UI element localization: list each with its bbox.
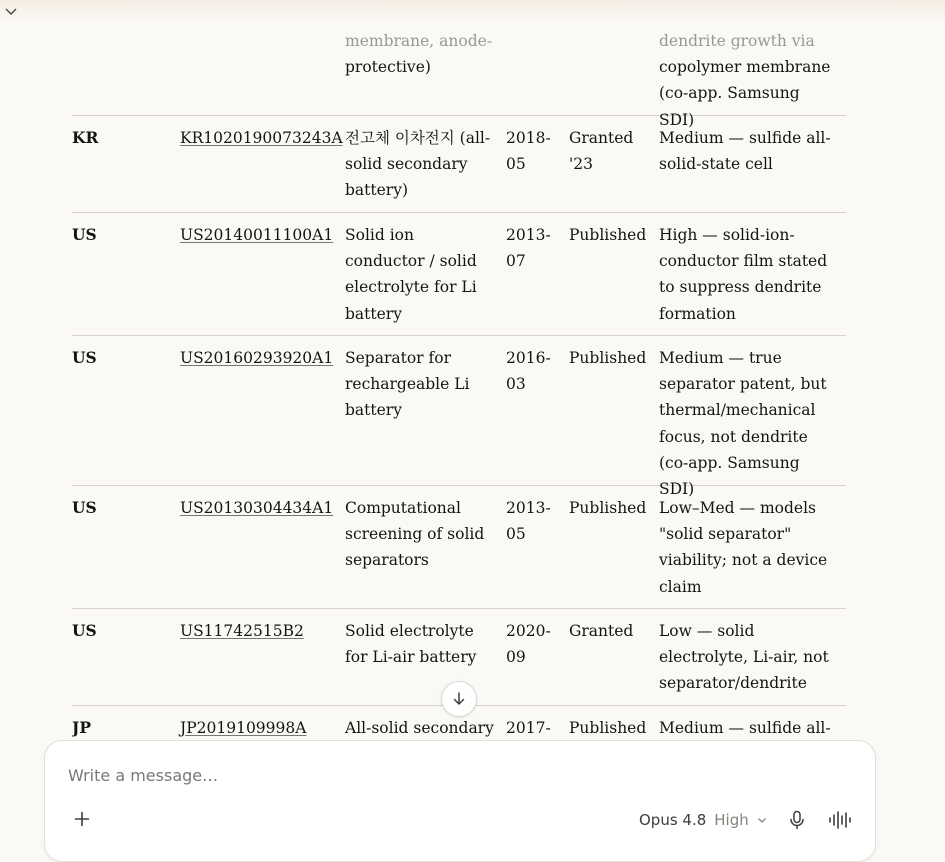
title-cell: Solid ion conductor / solid electrolyte for Li battery bbox=[345, 226, 477, 323]
relevance-cell: Medium — sulfide all-solid-state cell bbox=[659, 129, 831, 174]
plus-icon bbox=[74, 811, 90, 827]
patent-link[interactable]: US20160293920A1 bbox=[180, 349, 334, 367]
status-cell: Granted '23 bbox=[569, 129, 634, 174]
relevance-cell: dendrite growth via copolymer membrane (co-app. Samsung SDI) bbox=[659, 32, 831, 129]
title-cell: membrane, anode- protective) bbox=[345, 32, 493, 77]
model-name: Opus 4.8 bbox=[639, 811, 707, 829]
country-cell: JP bbox=[72, 718, 91, 737]
status-cell: Published bbox=[569, 349, 647, 367]
message-input[interactable] bbox=[68, 763, 828, 787]
relevance-cell: Medium — true separator patent, but thermal/mechanical focus, not dendrite (co-app. Samsung SDI) bbox=[659, 349, 827, 499]
title-cell: 전고체 이차전지 (all-solid secondary battery) bbox=[345, 129, 491, 200]
voice-mode-button[interactable] bbox=[827, 809, 853, 831]
table-row bbox=[72, 336, 846, 499]
date-cell: 2013-05 bbox=[506, 499, 551, 544]
status-cell: Granted bbox=[569, 622, 634, 640]
title-cell: Solid electrolyte for Li-air battery bbox=[345, 622, 477, 667]
date-cell: 2020-09 bbox=[506, 622, 551, 667]
title-cell: Separator for rechargeable Li battery bbox=[345, 349, 470, 420]
table-row bbox=[72, 0, 846, 129]
patent-link[interactable]: JP2019109998A bbox=[180, 719, 307, 737]
patent-link[interactable]: KR1020190073243A bbox=[180, 129, 343, 147]
date-cell: 2016-03 bbox=[506, 349, 551, 394]
relevance-cell: High — solid-ion-conductor film stated to suppress dendrite formation bbox=[659, 226, 828, 323]
status-cell: Published bbox=[569, 226, 647, 244]
date-cell: 2013-07 bbox=[506, 226, 551, 271]
relevance-cell: Low–Med — models "solid separator" viability; not a device claim bbox=[659, 499, 828, 596]
voice-waveform-icon bbox=[828, 810, 852, 830]
country-cell: US bbox=[72, 498, 97, 517]
collapse-chevron-down-icon[interactable] bbox=[4, 4, 18, 18]
patent-link[interactable]: US11742515B2 bbox=[180, 622, 304, 640]
add-attachment-button[interactable] bbox=[72, 809, 92, 829]
effort-level: High bbox=[714, 811, 749, 829]
date-cell: 2018-05 bbox=[506, 129, 551, 174]
country-cell: US bbox=[72, 348, 97, 367]
chevron-down-icon bbox=[757, 815, 767, 825]
relevance-cell: Medium — sulfide all- bbox=[659, 719, 831, 737]
status-cell: Published bbox=[569, 719, 647, 737]
title-cell: All-solid secondary bbox=[345, 719, 494, 737]
title-cell: Computational screening of solid separators bbox=[345, 499, 485, 570]
status-cell: Published bbox=[569, 499, 647, 517]
table-row bbox=[72, 486, 846, 609]
scroll-to-bottom-button[interactable] bbox=[441, 681, 477, 717]
arrow-down-icon bbox=[451, 691, 467, 707]
table-row bbox=[72, 116, 846, 213]
microphone-icon bbox=[789, 810, 805, 830]
country-cell: KR bbox=[72, 128, 99, 147]
model-selector[interactable] bbox=[639, 809, 767, 831]
date-cell: 2017- bbox=[506, 719, 551, 737]
message-composer bbox=[44, 740, 876, 862]
patent-link[interactable]: US20140011100A1 bbox=[180, 226, 334, 244]
table-row bbox=[72, 213, 846, 336]
dictation-button[interactable] bbox=[787, 809, 807, 831]
patent-table bbox=[72, 0, 846, 740]
patent-link[interactable]: US20130304434A1 bbox=[180, 499, 334, 517]
relevance-cell: Low — solid electrolyte, Li-air, not separator/dendrite bbox=[659, 622, 829, 693]
country-cell: US bbox=[72, 621, 97, 640]
country-cell: US bbox=[72, 225, 97, 244]
